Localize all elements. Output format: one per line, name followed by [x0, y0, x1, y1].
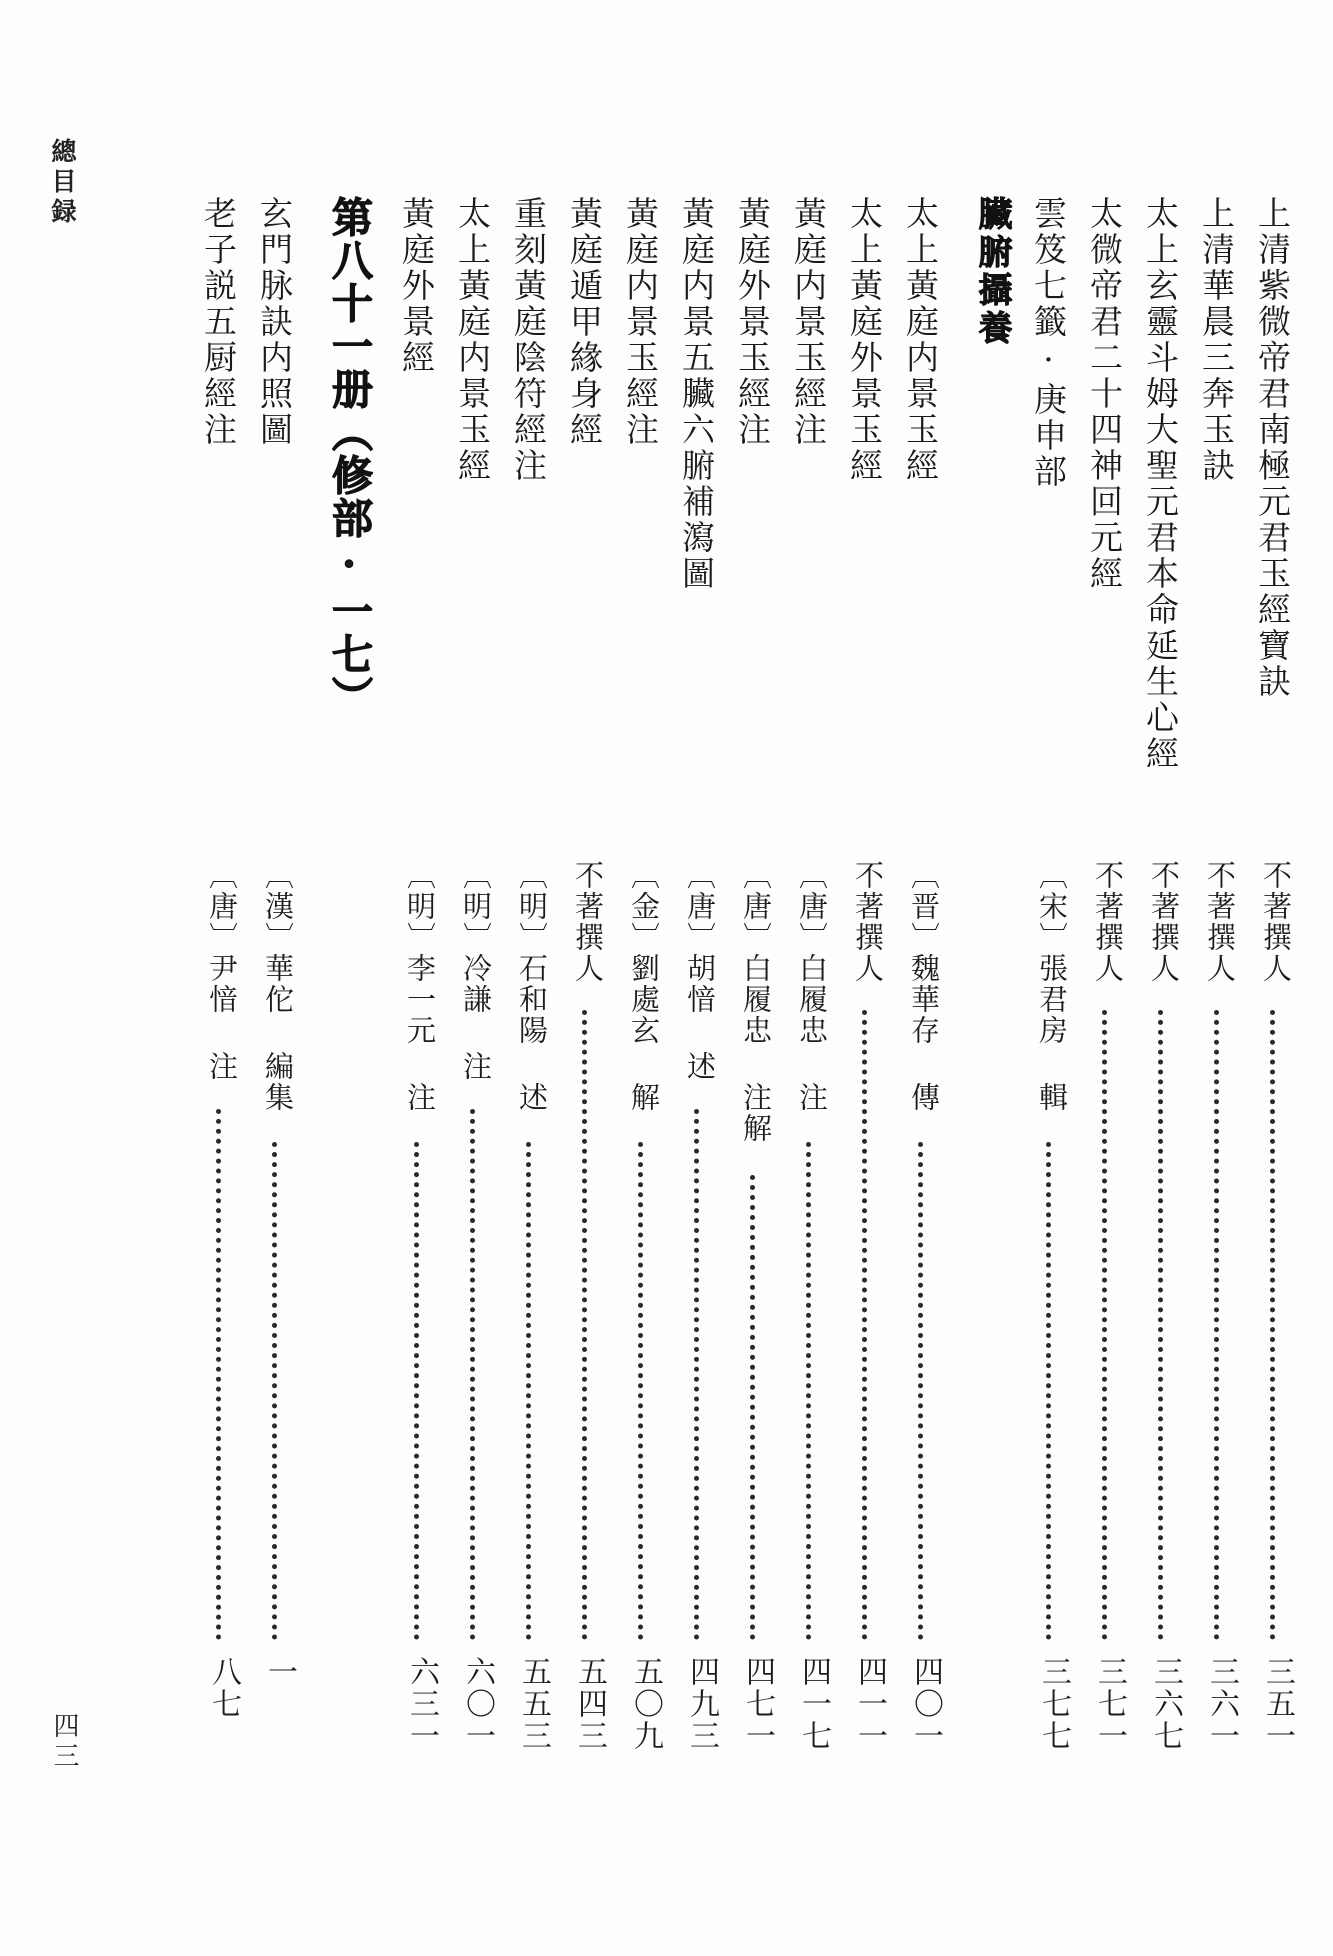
entry-title[interactable]: 太微帝君二十四神回元經	[1085, 196, 1124, 592]
toc-column	[1188, 196, 1244, 1876]
entry-page-number: 六〇一	[460, 1656, 495, 1752]
entry-author: 不著撰人	[571, 860, 605, 984]
toc-column	[190, 196, 246, 1876]
entry-page-number: 五五三	[516, 1656, 551, 1752]
entry-title[interactable]: 黃庭遁甲緣身經	[565, 196, 604, 448]
toc-column	[668, 196, 724, 1876]
dot-leader	[806, 1142, 811, 1640]
toc-column	[246, 196, 302, 1876]
toc-column	[388, 196, 444, 1876]
entry-author: 〔唐〕尹愔 注	[205, 860, 239, 1082]
entry-page-number: 五〇九	[628, 1656, 663, 1752]
toc-column	[836, 196, 892, 1876]
entry-title[interactable]: 黃庭外景經	[397, 196, 436, 376]
toc-column	[1020, 196, 1076, 1876]
dot-leader	[470, 1109, 475, 1640]
entry-author: 〔漢〕華佗 編集	[261, 860, 295, 1113]
entry-title[interactable]: 雲笈七籤·庚申部	[1029, 196, 1068, 490]
entry-title[interactable]: 重刻黃庭陰符經注	[509, 196, 548, 484]
dot-leader	[1046, 1142, 1051, 1640]
toc-column	[444, 196, 500, 1876]
entry-page-number: 四〇一	[908, 1656, 943, 1752]
entry-title[interactable]: 太上玄靈斗姆大聖元君本命延生心經	[1141, 196, 1180, 772]
toc-columns	[110, 196, 1300, 1876]
entry-author: 〔明〕李一元 注	[403, 860, 437, 1113]
entry-page-number: 八七	[206, 1656, 241, 1720]
toc-column	[1132, 196, 1188, 1876]
entry-title[interactable]: 玄門脉訣内照圖	[255, 196, 294, 448]
entry-page-number: 六三一	[404, 1656, 439, 1752]
dot-leader	[1102, 1010, 1107, 1640]
entry-author: 不著撰人	[1203, 860, 1237, 984]
entry-author: 〔明〕石和陽 述	[515, 860, 549, 1113]
entry-author: 不著撰人	[851, 860, 885, 984]
toc-column	[1076, 196, 1132, 1876]
toc-column	[780, 196, 836, 1876]
entry-title[interactable]: 老子説五厨經注	[199, 196, 238, 448]
running-head: 總目録	[48, 138, 77, 228]
entry-page-number: 一	[262, 1656, 297, 1688]
dot-leader	[582, 1010, 587, 1640]
column-spacer	[948, 196, 964, 1876]
dot-leader	[272, 1142, 277, 1640]
dot-leader	[1158, 1010, 1163, 1640]
folio-number: 四三	[49, 1712, 79, 1772]
entry-title[interactable]: 太上黃庭外景玉經	[845, 196, 884, 484]
entry-author: 〔唐〕胡愔 述	[683, 860, 717, 1082]
entry-page-number: 五四三	[572, 1656, 607, 1752]
dot-leader	[414, 1142, 419, 1640]
entry-author: 不著撰人	[1147, 860, 1181, 984]
entry-author: 〔明〕冷謙 注	[459, 860, 493, 1082]
dot-leader	[1214, 1010, 1219, 1640]
entry-page-number: 四一一	[852, 1656, 887, 1752]
entry-author: 〔金〕劉處玄 解	[627, 860, 661, 1113]
entry-author: 不著撰人	[1259, 860, 1293, 984]
dot-leader	[750, 1175, 755, 1640]
dot-leader	[694, 1109, 699, 1640]
entry-author: 〔宋〕張君房 輯	[1035, 860, 1069, 1113]
entry-page-number: 四一七	[796, 1656, 831, 1752]
entry-title[interactable]: 黃庭外景玉經注	[733, 196, 772, 448]
entry-title[interactable]: 黃庭内景玉經注	[621, 196, 660, 448]
toc-column	[612, 196, 668, 1876]
dot-leader	[638, 1142, 643, 1640]
dot-leader	[526, 1142, 531, 1640]
entry-author: 不著撰人	[1091, 860, 1125, 984]
toc-column	[724, 196, 780, 1876]
dot-leader	[918, 1142, 923, 1640]
toc-column	[556, 196, 612, 1876]
entry-page-number: 三七七	[1036, 1656, 1071, 1752]
toc-column	[964, 196, 1020, 1876]
dot-leader	[216, 1109, 221, 1640]
entry-page-number: 三六七	[1148, 1656, 1183, 1752]
entry-title[interactable]: 太上黃庭内景玉經	[901, 196, 940, 484]
entry-author: 〔唐〕白履忠 注解	[739, 860, 773, 1144]
entry-page-number: 三七一	[1092, 1656, 1127, 1752]
toc-column	[500, 196, 556, 1876]
entry-title[interactable]: 黃庭内景五臟六腑補瀉圖	[677, 196, 716, 592]
entry-author: 〔唐〕白履忠 注	[795, 860, 829, 1113]
section-heading: 臟腑攝養	[972, 196, 1012, 348]
entry-title[interactable]: 上清華晨三奔玉訣	[1197, 196, 1236, 484]
entry-title[interactable]: 太上黃庭内景玉經	[453, 196, 492, 484]
toc-column	[1244, 196, 1300, 1876]
entry-author: 〔晋〕魏華存 傳	[907, 860, 941, 1113]
entry-page-number: 三五一	[1260, 1656, 1295, 1752]
entry-title[interactable]: 上清紫微帝君南極元君玉經寶訣	[1253, 196, 1292, 700]
toc-column	[892, 196, 948, 1876]
entry-page-number: 四九三	[684, 1656, 719, 1752]
entry-title[interactable]: 黃庭内景玉經注	[789, 196, 828, 448]
column-spacer	[302, 196, 318, 1876]
toc-column	[318, 196, 388, 1876]
dot-leader	[1270, 1010, 1275, 1640]
entry-page-number: 四七一	[740, 1656, 775, 1752]
volume-heading: 第八十一册（修部·一七）	[325, 196, 373, 719]
entry-page-number: 三六一	[1204, 1656, 1239, 1752]
dot-leader	[862, 1010, 867, 1640]
